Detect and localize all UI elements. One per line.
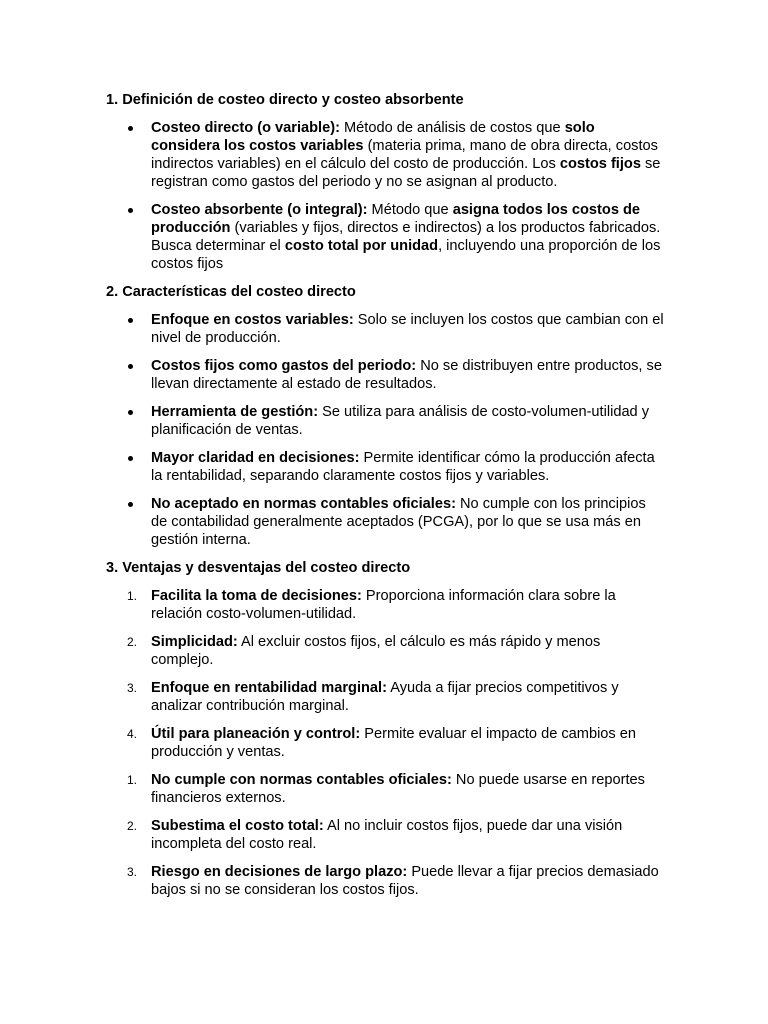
- term-label: Útil para planeación y control:: [151, 726, 361, 742]
- list-item: [106, 119, 666, 191]
- term-label: Simplicidad:: [151, 634, 238, 650]
- emphasis-text: costo total por unidad: [284, 238, 439, 254]
- list-number: 2.: [127, 819, 138, 833]
- item-text: [151, 120, 660, 190]
- item-text: [151, 680, 619, 714]
- text-run: (materia prima, mano de obra directa, costos indirectos variables) en el cálculo del costo de producción. Los: [151, 138, 658, 172]
- text-run: Permite identificar cómo la producción afecta la rentabilidad, separando claramente costos fijos y variables.: [151, 450, 655, 484]
- text-run: Al excluir costos fijos, el cálculo es más rápido y menos complejo.: [151, 634, 601, 668]
- term-label: Facilita la toma de decisiones:: [151, 588, 362, 604]
- list-item: [106, 725, 666, 761]
- item-text: [151, 634, 600, 668]
- list-item: [106, 863, 666, 899]
- term-label: No aceptado en normas contables oficiales:: [151, 496, 456, 512]
- item-text: [151, 772, 645, 806]
- text-run: , incluyendo una proporción de los costos fijos: [151, 238, 661, 272]
- text-run: Solo se incluyen los costos que cambian con el nivel de producción.: [151, 312, 664, 346]
- item-text: [151, 404, 649, 438]
- item-text: [151, 726, 636, 760]
- list-number: 4.: [127, 727, 138, 741]
- term-label: Costeo directo (o variable):: [151, 120, 340, 136]
- bullet-marker: [128, 318, 133, 323]
- text-run: Puede llevar a fijar precios demasiado bajos si no se consideran los costos fijos.: [151, 864, 659, 898]
- text-run: No puede usarse en reportes financieros externos.: [151, 772, 645, 806]
- bullet-marker: [128, 364, 133, 369]
- term-label: Enfoque en rentabilidad marginal:: [151, 680, 387, 696]
- text-run: Método que: [367, 202, 453, 218]
- bullet-list-caracteristicas: [106, 311, 666, 549]
- term-label: Herramienta de gestión:: [151, 404, 319, 420]
- term-label: Enfoque en costos variables:: [151, 312, 354, 328]
- term-label: Riesgo en decisiones de largo plazo:: [151, 864, 408, 880]
- text-run: Al no incluir costos fijos, puede dar una visión incompleta del costo real.: [151, 818, 623, 852]
- text-run: (variables y fijos, directos e indirectos) a los productos fabricados. Busca determinar el: [151, 220, 661, 254]
- list-item: [106, 771, 666, 807]
- section-heading-ventajas-desventajas: 3. Ventajas y desventajas del costeo directo: [106, 560, 411, 576]
- bullet-marker: [128, 126, 133, 131]
- item-text: [151, 818, 622, 852]
- section-heading-definicion: 1. Definición de costeo directo y costeo absorbente: [106, 92, 464, 108]
- list-item: [106, 201, 666, 273]
- emphasis-text: costos fijos: [559, 156, 641, 172]
- text-run: Ayuda a fijar precios competitivos y analizar contribución marginal.: [151, 680, 619, 714]
- term-label: Mayor claridad en decisiones:: [151, 450, 360, 466]
- item-text: [151, 588, 616, 622]
- section-heading-caracteristicas: 2. Características del costeo directo: [106, 284, 356, 300]
- emphasis-text: asigna todos los costos de producción: [151, 202, 641, 236]
- bullet-marker: [128, 502, 133, 507]
- item-text: [151, 202, 660, 272]
- bullet-marker: [128, 456, 133, 461]
- item-text: [151, 450, 655, 484]
- term-label: No cumple con normas contables oficiales:: [151, 772, 452, 788]
- list-item: [106, 587, 666, 623]
- numbered-list-ventajas-desventajas: [106, 587, 666, 899]
- bullet-list-definicion: [106, 119, 666, 273]
- text-run: se registran como gastos del periodo y no se asignan al producto.: [151, 156, 661, 190]
- item-text: [151, 358, 662, 392]
- text-run: No cumple con los principios de contabilidad generalmente aceptados (PCGA), por lo que se usa más en gestión interna.: [151, 496, 646, 548]
- text-run: Se utiliza para análisis de costo-volumen-utilidad y planificación de ventas.: [151, 404, 650, 438]
- list-number: 3.: [127, 681, 138, 695]
- bullet-marker: [128, 410, 133, 415]
- item-text: [151, 312, 664, 346]
- bullet-marker: [128, 208, 133, 213]
- document-content: [106, 91, 666, 909]
- list-item: [106, 449, 666, 485]
- emphasis-text: solo considera los costos variables: [151, 120, 595, 154]
- text-run: Método de análisis de costos que: [339, 120, 565, 136]
- list-number: 1.: [127, 773, 138, 787]
- list-item: [106, 679, 666, 715]
- text-run: Proporciona información clara sobre la relación costo-volumen-utilidad.: [151, 588, 616, 622]
- term-label: Costeo absorbente (o integral):: [151, 202, 368, 218]
- text-run: Permite evaluar el impacto de cambios en producción y ventas.: [151, 726, 637, 760]
- term-label: Costos fijos como gastos del periodo:: [151, 358, 417, 374]
- list-number: 3.: [127, 865, 138, 879]
- list-item: [106, 357, 666, 393]
- list-item: [106, 403, 666, 439]
- term-label: Subestima el costo total:: [151, 818, 324, 834]
- list-number: 1.: [127, 589, 138, 603]
- list-item: [106, 311, 666, 347]
- list-number: 2.: [127, 635, 138, 649]
- list-item: [106, 817, 666, 853]
- text-run: No se distribuyen entre productos, se llevan directamente al estado de resultados.: [151, 358, 662, 392]
- list-item: [106, 633, 666, 669]
- item-text: [151, 864, 659, 898]
- list-item: [106, 495, 666, 549]
- item-text: [151, 496, 646, 548]
